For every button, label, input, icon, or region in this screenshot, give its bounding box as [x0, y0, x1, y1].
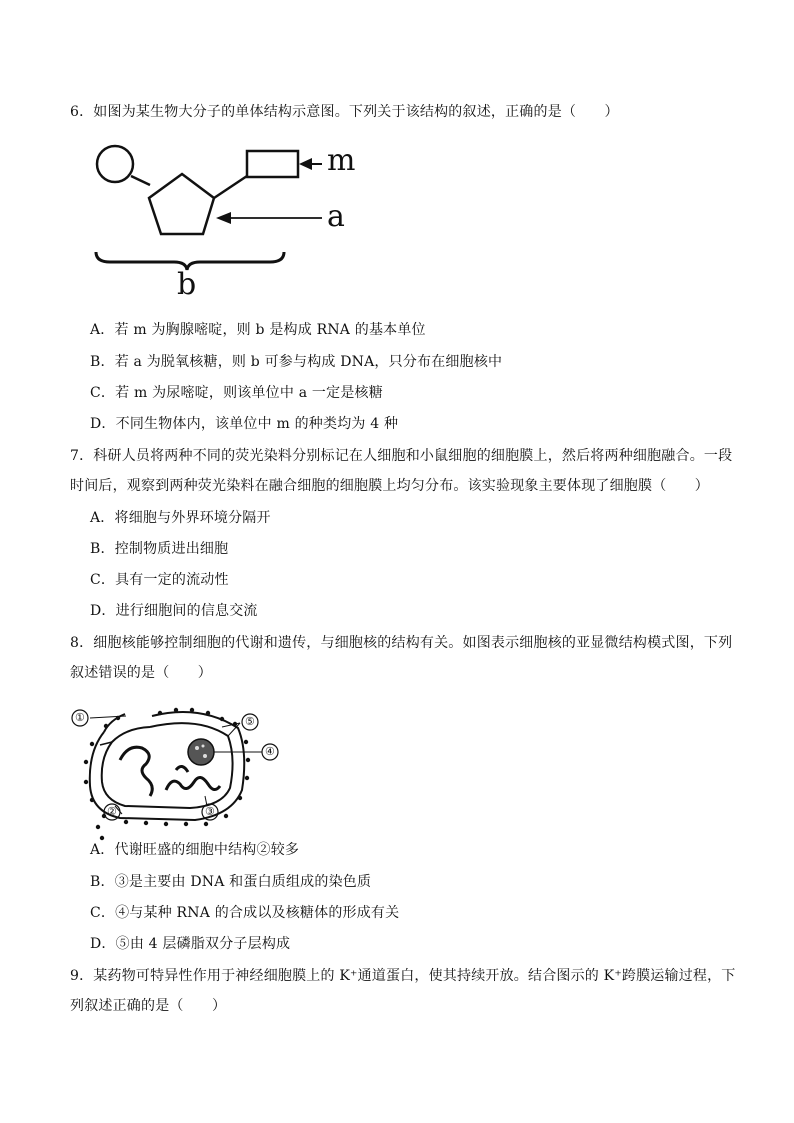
nucleus-label-5: ⑤	[245, 715, 256, 728]
label-m: m	[327, 143, 356, 178]
q8-option-a: A．代谢旺盛的细胞中结构②较多	[90, 842, 300, 858]
q8-option-d: D．⑤由 4 层磷脂双分子层构成	[90, 936, 291, 952]
q7-option-d: D．进行细胞间的信息交流	[90, 603, 258, 619]
q6-stem: 6．如图为某生物大分子的单体结构示意图。下列关于该结构的叙述，正确的是（ ）	[70, 104, 619, 120]
q6-option-c: C．若 m 为尿嘧啶，则该单位中 a 一定是核糖	[90, 385, 383, 401]
q7-stem-line1: 7．科研人员将两种不同的荧光染料分别标记在人细胞和小鼠细胞的细胞膜上，然后将两种细胞融合。一段	[70, 448, 733, 464]
label-a: a	[327, 199, 346, 234]
inner-membrane	[102, 723, 233, 808]
q7-option-b: B．控制物质进出细胞	[90, 541, 229, 557]
nucleus-label-3: ③	[205, 805, 216, 818]
q7-option-c: C．具有一定的流动性	[90, 572, 229, 588]
label-b: b	[177, 267, 197, 302]
nucleus-label-2: ②	[107, 805, 118, 818]
q6-option-a: A．若 m 为胸腺嘧啶，则 b 是构成 RNA 的基本单位	[90, 322, 426, 338]
nucleolus	[188, 739, 214, 765]
q6-option-b: B．若 a 为脱氧核糖，则 b 可参与构成 DNA，只分布在细胞核中	[90, 354, 503, 370]
nucleus-label-1: ①	[75, 711, 86, 724]
q6-option-d: D．不同生物体内，该单位中 m 的种类均为 4 种	[90, 416, 399, 432]
q7-option-a: A．将细胞与外界环境分隔开	[90, 510, 271, 526]
ribosome-dots	[84, 708, 250, 840]
q8-option-b: B．③是主要由 DNA 和蛋白质组成的染色质	[90, 874, 372, 890]
nucleus-label-4: ④	[265, 745, 276, 758]
q9-stem-line1: 9．某药物可特异性作用于神经细胞膜上的 K⁺通道蛋白，使其持续开放。结合图示的 K⁺跨膜运输过程，下	[70, 968, 736, 984]
q8-stem-line2: 叙述错误的是（ ）	[70, 665, 212, 681]
q9-stem-line2: 列叙述正确的是（ ）	[70, 998, 227, 1014]
q8-option-c: C．④与某种 RNA 的合成以及核糖体的形成有关	[90, 905, 400, 921]
q8-stem-line1: 8．细胞核能够控制细胞的代谢和遗传，与细胞核的结构有关。如图表示细胞核的亚显微结构模式图，下列	[70, 635, 733, 651]
q7-stem-line2: 时间后，观察到两种荧光染料在融合细胞的细胞膜上均匀分布。该实验现象主要体现了细胞膜（ ）	[70, 478, 709, 494]
